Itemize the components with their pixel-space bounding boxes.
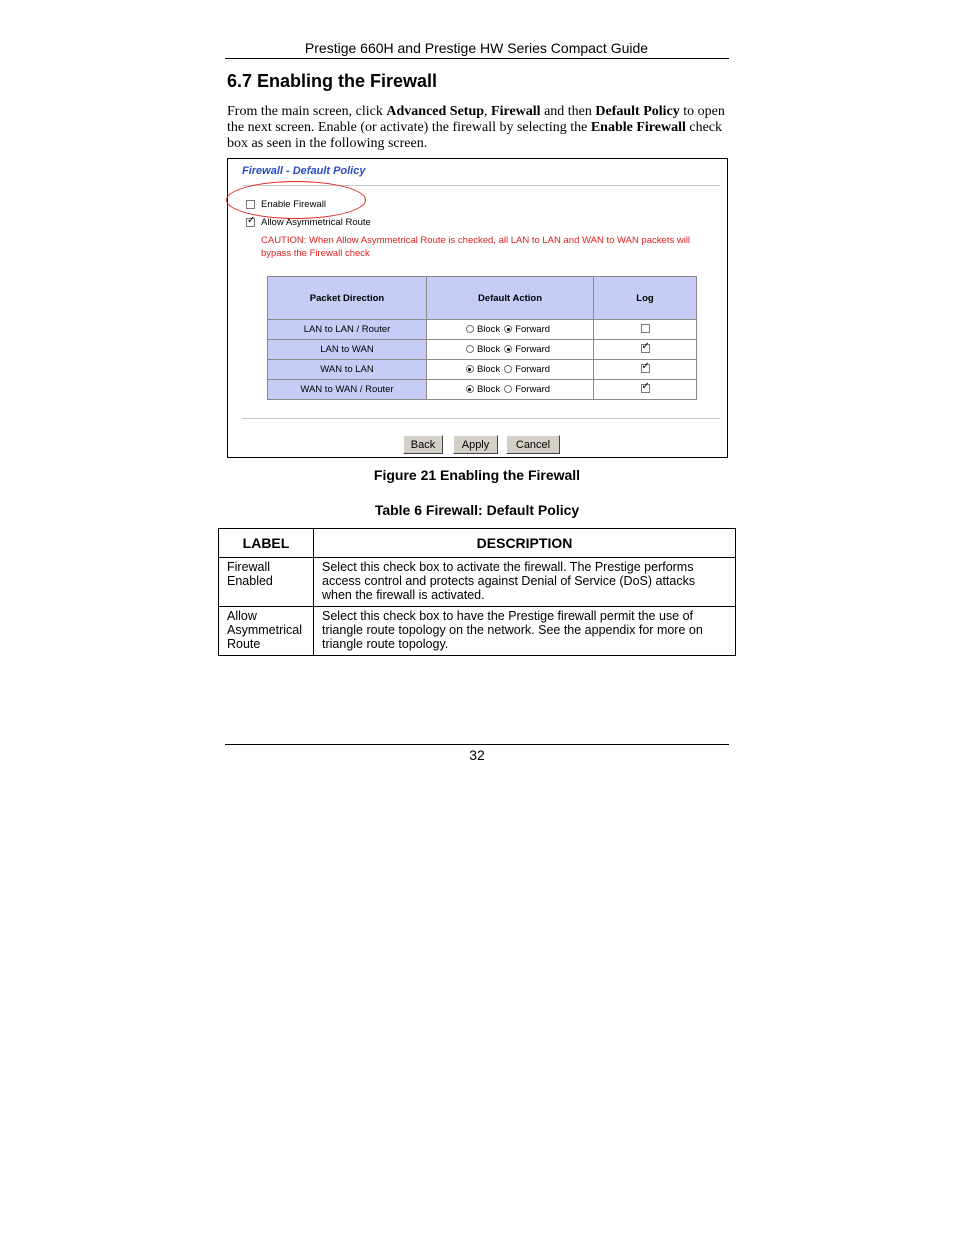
caution-text: CAUTION: When Allow Asymmetrical Route is checked, all LAN to LAN and WAN to WAN packets will bypass the Firewall check	[261, 235, 691, 259]
default-action-header: Default Action	[427, 277, 594, 320]
intro-text: From the main screen, click	[227, 104, 387, 119]
description-table-header-row	[219, 529, 736, 558]
allow-asymmetrical-route-checkbox[interactable]	[246, 218, 255, 227]
firewall-screenshot-figure	[227, 158, 728, 458]
intro-bold-advanced-setup: Advanced Setup	[386, 104, 485, 119]
log-cell	[594, 380, 697, 400]
block-radio-label: Block	[476, 384, 501, 395]
action-option-forward	[504, 344, 550, 355]
action-option-forward	[504, 384, 550, 395]
apply-button[interactable]: Apply	[453, 435, 498, 454]
label-column-header: LABEL	[219, 529, 314, 558]
default-action-cell	[427, 360, 594, 380]
description-column-header: DESCRIPTION	[314, 529, 736, 558]
page-number: 32	[469, 747, 485, 763]
block-radio[interactable]	[466, 385, 474, 393]
table-caption: Table 6 Firewall: Default Policy	[374, 502, 580, 518]
policy-table-row	[268, 380, 697, 400]
intro-text: ,	[484, 104, 492, 119]
log-cell	[594, 360, 697, 380]
default-action-cell	[427, 380, 594, 400]
packet-direction-cell: WAN to LAN	[268, 360, 427, 380]
log-cell	[594, 340, 697, 360]
policy-table-row	[268, 360, 697, 380]
block-radio-label: Block	[476, 344, 501, 355]
policy-table-row	[268, 320, 697, 340]
label-line: Route	[227, 637, 261, 651]
page-header-title: Prestige 660H and Prestige HW Series Compact Guide	[304, 40, 649, 56]
forward-radio[interactable]	[504, 385, 512, 393]
packet-direction-cell: WAN to WAN / Router	[268, 380, 427, 400]
label-line: Allow	[227, 609, 257, 623]
block-radio[interactable]	[466, 325, 474, 333]
forward-radio-label: Forward	[515, 324, 551, 335]
figure-caption: Figure 21 Enabling the Firewall	[373, 467, 581, 483]
log-checkbox[interactable]	[641, 384, 650, 393]
forward-radio-label: Forward	[515, 384, 551, 395]
intro-bold-default-policy: Default Policy	[595, 104, 680, 119]
footer-divider	[225, 744, 729, 745]
label-cell	[219, 558, 314, 607]
section-title: 6.7 Enabling the Firewall	[227, 71, 438, 91]
default-action-cell	[427, 320, 594, 340]
forward-radio-label: Forward	[515, 344, 551, 355]
log-checkbox[interactable]	[641, 344, 650, 353]
highlight-ellipse	[226, 181, 366, 219]
default-action-cell	[427, 340, 594, 360]
policy-table-header-row	[268, 277, 697, 320]
default-policy-table	[267, 276, 697, 400]
action-option-forward	[504, 364, 550, 375]
label-line: Firewall	[227, 560, 271, 574]
log-header: Log	[594, 277, 697, 320]
forward-radio[interactable]	[504, 325, 512, 333]
intro-bold-enable-firewall: Enable Firewall	[590, 120, 686, 135]
description-cell: Select this check box to have the Prestige firewall permit the use of triangle route topology on the network. See the appendix for more on triangle route topology.	[314, 607, 736, 656]
forward-radio[interactable]	[504, 345, 512, 353]
packet-direction-cell: LAN to LAN / Router	[268, 320, 427, 340]
log-checkbox[interactable]	[641, 364, 650, 373]
label-line: Asymmetrical	[227, 623, 303, 637]
intro-bold-firewall: Firewall	[491, 104, 541, 119]
forward-radio-label: Forward	[515, 364, 551, 375]
allow-asymmetrical-route-label: Allow Asymmetrical Route	[261, 217, 371, 228]
intro-paragraph	[227, 104, 729, 152]
action-option-block	[466, 324, 500, 335]
description-table	[218, 528, 736, 656]
log-checkbox[interactable]	[641, 324, 650, 333]
intro-text: check box as seen in the following screen.	[227, 120, 723, 151]
packet-direction-cell: LAN to WAN	[268, 340, 427, 360]
forward-radio[interactable]	[504, 365, 512, 373]
header-divider	[225, 58, 729, 59]
block-radio[interactable]	[466, 365, 474, 373]
label-line: Enabled	[227, 574, 273, 588]
action-option-block	[466, 384, 500, 395]
block-radio-label: Block	[476, 364, 501, 375]
action-option-forward	[504, 324, 550, 335]
block-radio[interactable]	[466, 345, 474, 353]
enable-firewall-label: Enable Firewall	[261, 199, 326, 210]
intro-text: and then	[540, 104, 596, 119]
action-option-block	[466, 364, 500, 375]
action-option-block	[466, 344, 500, 355]
description-cell: Select this check box to activate the firewall. The Prestige performs access control and protects against Denial of Service (DoS) attacks when the firewall is activated.	[314, 558, 736, 607]
screen-divider-bottom	[242, 418, 720, 419]
intro-text: to open the next screen. Enable (or activate) the firewall by selecting the	[227, 104, 725, 135]
label-cell	[219, 607, 314, 656]
block-radio-label: Block	[476, 324, 501, 335]
description-table-row	[219, 607, 736, 656]
back-button[interactable]: Back	[403, 435, 443, 454]
log-cell	[594, 320, 697, 340]
screen-title: Firewall - Default Policy	[242, 165, 366, 177]
policy-table-row	[268, 340, 697, 360]
packet-direction-header: Packet Direction	[268, 277, 427, 320]
cancel-button[interactable]: Cancel	[506, 435, 560, 454]
description-table-row	[219, 558, 736, 607]
